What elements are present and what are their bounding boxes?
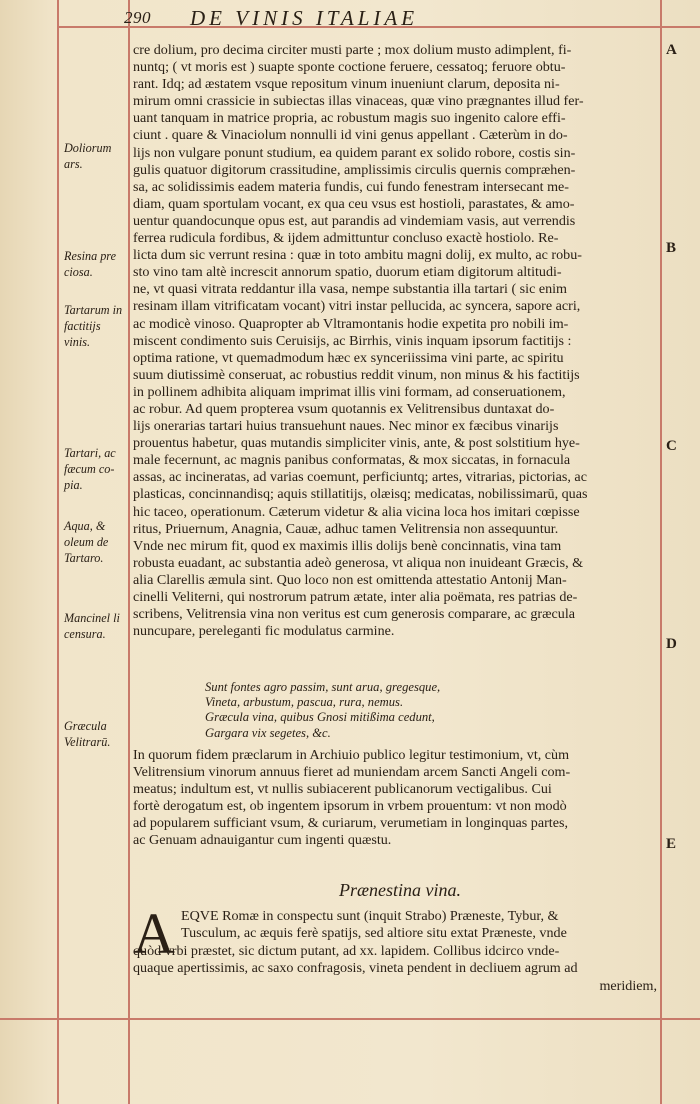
margin-note: Græcula Velitrarū. (64, 719, 111, 749)
margin-note: Resina pre ciosa. (64, 249, 117, 279)
verse-quote (205, 680, 655, 741)
text-line: Vnde nec mirum fit, quod ex maximis illis dolijs benè concinnatis, vina tam (133, 537, 562, 554)
text-line: scribens, Velitrensia vina non veritus est cum generosis comparare, ac græcula (133, 606, 575, 623)
text-line: diam, quam sportulam vocant, ex qua ceu vsus est hostioli, parastates, & amo- (133, 195, 575, 212)
text-line: quaque apertissimis, ac saxo confragosis, vineta pendent in decliuem agrum ad (133, 960, 578, 977)
text-line: rant. Idq; ad æstatem vsque repositum vinum inueniunt clarum, deposita ni- (133, 76, 560, 93)
text-line: plasticas, concinnandisq; aquis stillatitijs, olæisq; medicatas, nobilissimarū, quas (133, 486, 588, 503)
section-letter: C (666, 438, 677, 454)
verse-line: Græcula vina, quibus Gnosi mitißima cedunt, (205, 710, 435, 725)
text-line: ciunt . quare & Vinaciolum nonnulli id vini genus appellant . Cæterùm in do- (133, 127, 568, 144)
text-line: In quorum fidem præclarum in Archiuio publico legitur testimonium, vt, cùm (133, 747, 570, 763)
text-line: resinam illam vitrificatam vocant) vitri instar pellucida, ac syncera, sapore acri, (133, 298, 581, 315)
section-letter: B (666, 240, 677, 256)
text-line: ritus, Priuernum, Anagnia, Cauæ, adhuc tamen Velitrensia non assequuntur. (133, 520, 559, 537)
text-line: EQVE Romæ in conspectu sunt (inquit Strabo) Præneste, Tybur, & (181, 908, 559, 924)
margin-note: Tartarum in factitijs vinis. (64, 303, 123, 349)
margin-note: Tartari, ac fæcum co- pia. (64, 446, 116, 492)
section-letter: A (666, 42, 677, 58)
text-line: cinelli Veliterni, qui nostrorum patrum ætate, inter alia poëmata, res patrias de- (133, 589, 578, 605)
margin-note: Mancinel li censura. (64, 611, 120, 641)
text-line: sa, ac solidissimis eadem materia fundis, cui fundo fenestram intersecant me- (133, 178, 569, 195)
rule-bottom (0, 1018, 700, 1020)
paragraph-praeneste-rest (133, 943, 657, 995)
text-line: mirum omni crassicie in subiectas illas vinaceas, quæ vino prægnantes illud fer- (133, 93, 584, 110)
rule-left-outer (57, 0, 59, 1104)
rule-right (660, 0, 662, 1104)
text-line: miscent condimento suis Ceruisijs, ac Birrhis, vinis inquam ipsorum factitijs : (133, 332, 572, 349)
text-line: ferrea rudicula fordibus, & ijdem admittuntur concluso exactè hostiolo. Re- (133, 230, 559, 247)
text-line: meatus; indultum est, vt nullis subiacerent publicanorum vectigalibus. Cui (133, 781, 552, 798)
margin-note: Aqua, & oleum de Tartaro. (64, 519, 109, 565)
section-title: Prænestina vina. (339, 880, 461, 900)
section-letter: E (666, 836, 677, 852)
text-line: Velitrensium vinorum annuus fieret ad muniendam arcem Sancti Angeli com- (133, 764, 571, 781)
text-line: suum diutissimè conseruat, ac robustius reddit vinum, non minus & his factitijs (133, 366, 580, 383)
text-line: nuncupare, pereleganti fic modulatus carmine. (133, 623, 395, 640)
verse-line: Vineta, arbustum, pascua, rura, nemus. (205, 695, 404, 710)
text-line: sto vino tam altè increscit annorum spatio, duorum etiam digitorum altitudi- (133, 264, 562, 281)
main-text-continued (133, 747, 657, 850)
text-line: robusta euadant, ac substantia adeò generosa, vt aliqua non inuideant Græcis, & (133, 554, 584, 571)
text-line: gulis quatuor digitorum crassitudine, amplissimis circulis quernis compræhen- (133, 161, 576, 178)
text-line: nuntq; ( vt moris est ) suapte sponte coctione feruere, cessatoq; feruore obtu- (133, 59, 566, 76)
margin-note: Doliorum ars. (64, 141, 112, 171)
page-header (0, 4, 700, 30)
text-line: uant tanquam in matrice propria, ac robustum magis suo ingenito calore effi- (133, 110, 566, 127)
text-line: ac Genuam adnauigantur cum ingenti quæstu. (133, 832, 392, 849)
text-line: assas, ac incineratas, ad varias coemunt, perficiuntq; artes, vitrarias, pictorias, ac (133, 469, 587, 486)
verse-line: Gargara vix segetes, &c. (205, 725, 331, 740)
text-line: meridiem, (599, 977, 657, 994)
text-line: licta dum sic verrunt resina : quæ in toto ambitu magni dolij, ex multo, ac robu- (133, 247, 582, 264)
text-line: ac modicè vinoso. Quapropter ab Vltramontanis hodie expetita pro nobili im- (133, 315, 569, 332)
text-line: male fecernunt, ac magnis panibus conformatas, & mox siccatas, in fornacula (133, 452, 571, 469)
drop-cap: A (133, 901, 175, 966)
text-line: ac robur. Ad quem propterea vsum quotannis ex Velitrensibus duntaxat do- (133, 400, 555, 417)
text-line: ad popularem sufficiant vsum, & curiarum, verumetiam in longinquas partes, (133, 815, 568, 832)
main-text (133, 42, 657, 640)
text-line: in pollinem adhibita aliquam imprimat illis vini formam, ad conseruationem, (133, 383, 566, 400)
text-line: prouentus habetur, quas mutandis simpliciter vinis, ante, & post solstitium hye- (133, 435, 580, 452)
text-line: hic taceo, operationum. Cæterum videtur & alia vicina loca hos imitari cœpisse (133, 503, 580, 520)
text-line: fortè derogatum est, ob ingentem ipsorum in vrbem prouentum: vt non modò (133, 798, 567, 815)
text-line: quòd vrbi præstet, sic dictum putant, ad xx. lapidem. Collibus idcirco vnde- (133, 943, 560, 959)
text-line: Tusculum, ac æquis ferè spatijs, sed altiore situ extat Præneste, vnde (181, 925, 567, 942)
text-line: uentur quandocunque opus est, aut parandis ad vindemiam vasis, aut verrendis (133, 212, 576, 229)
text-line: cre dolium, pro decima circiter musti parte ; mox dolium musto adimplent, fi- (133, 42, 572, 58)
text-line: lijs non vulgare ponunt studium, ea quidem parant ex solido robore, costis sin- (133, 144, 576, 161)
text-line: alia Clarellis æmula sint. Quo loco non est omittenda attestatio Antonij Man- (133, 571, 567, 588)
page-number: 290 (124, 8, 151, 27)
text-line: lijs onerarias tartari huius transuehunt naues. Nec minor ex fæcibus vinarijs (133, 418, 559, 435)
verse-line: Sunt fontes agro passim, sunt arua, gregesque, (205, 680, 441, 694)
text-line: ne, vt quasi vitrata reddantur illa vasa, nempe substantia illa tartari ( sic enim (133, 281, 568, 298)
rule-left-inner (128, 0, 130, 1104)
running-title: DE VINIS ITALIAE (190, 6, 419, 30)
text-line: optima ratione, vt quemadmodum hæc ex synceriissima vini parte, ac spiritu (133, 349, 564, 366)
paragraph-praeneste-start (181, 908, 656, 943)
section-letter: D (666, 636, 677, 652)
